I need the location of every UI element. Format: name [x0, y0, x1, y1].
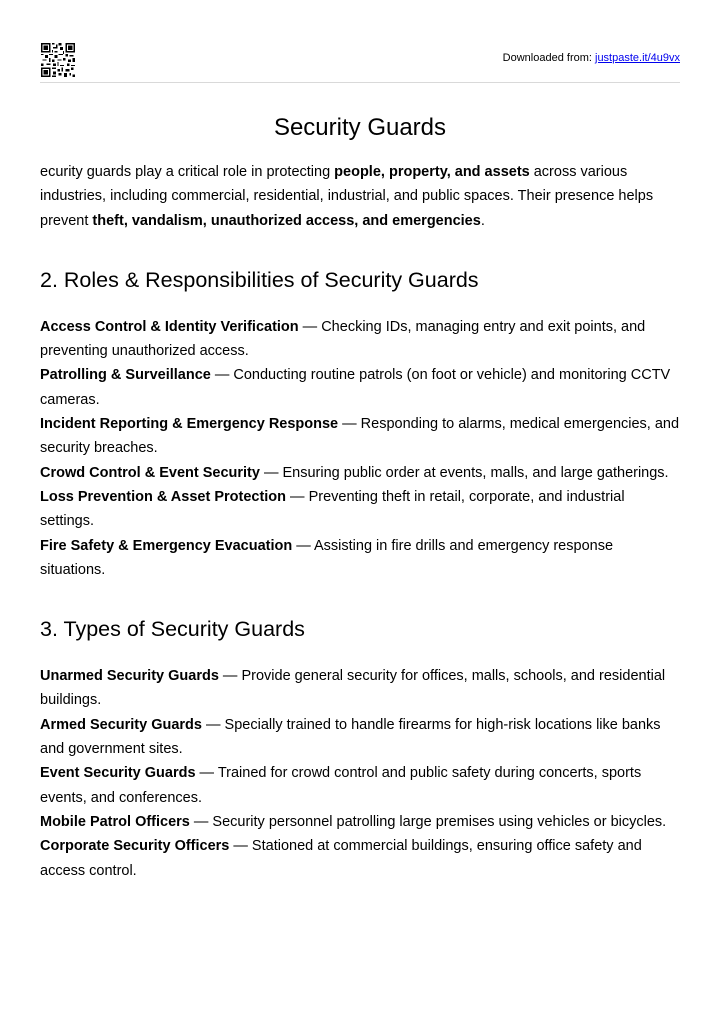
item-desc: — Provide general security for offices, malls, schools, and residential buildings.	[40, 668, 666, 709]
document-title: Security Guards	[273, 114, 447, 141]
list-item	[40, 664, 680, 713]
item-term: Fire Safety & Emergency Evacuation	[40, 537, 293, 554]
item-desc: — Assisting in fire drills and emergency response situations.	[40, 537, 614, 578]
list-item	[40, 315, 680, 364]
item-desc: — Responding to alarms, medical emergencies, and security breaches.	[40, 416, 680, 457]
intro-bold-2: theft, vandalism, unauthorized access, and emergencies	[92, 212, 481, 229]
list-item	[40, 534, 680, 583]
intro-bold-1: people, property, and assets	[334, 164, 530, 180]
list-item	[40, 461, 680, 485]
item-desc: — Checking IDs, managing entry and exit points, and preventing unauthorized access.	[40, 318, 646, 360]
item-desc: — Specially trained to handle firearms for high-risk locations like banks and government sites.	[40, 716, 661, 758]
document-body	[40, 160, 680, 883]
types-heading: 3. Types of Security Guards	[40, 617, 305, 642]
intro-text-2: across various industries, including commercial, residential, industrial, and public spaces. Their presence helps prevent	[40, 164, 654, 229]
list-item	[40, 412, 680, 461]
list-item	[40, 713, 680, 762]
list-item	[40, 363, 680, 412]
item-term: Patrolling & Surveillance	[40, 367, 211, 384]
source-link[interactable]: justpaste.it/4u9vx	[595, 52, 680, 64]
item-term: Crowd Control & Event Security	[40, 464, 260, 481]
item-term: Armed Security Guards	[40, 716, 202, 733]
roles-heading: 2. Roles & Responsibilities of Security Guards	[40, 267, 479, 292]
item-term: Corporate Security Officers	[40, 838, 230, 855]
item-term: Access Control & Identity Verification	[40, 318, 299, 335]
item-desc: — Security personnel patrolling large premises using vehicles or bicycles.	[189, 813, 667, 830]
item-term: Event Security Guards	[40, 765, 196, 782]
list-item	[40, 485, 680, 534]
item-desc: — Preventing theft in retail, corporate, and industrial settings.	[40, 488, 625, 530]
item-desc: — Stationed at commercial buildings, ensuring office safety and access control.	[40, 838, 642, 879]
page-header	[40, 42, 680, 83]
intro-paragraph	[40, 160, 680, 233]
item-term: Loss Prevention & Asset Protection	[40, 488, 287, 505]
list-item	[40, 761, 680, 810]
intro-text-1: ecurity guards play a critical role in protecting	[40, 164, 335, 180]
item-desc: — Trained for crowd control and public safety during concerts, sports events, and conferences.	[40, 765, 642, 806]
intro-text-3: .	[480, 212, 485, 229]
download-source	[503, 52, 680, 64]
item-term: Incident Reporting & Emergency Response	[40, 416, 339, 433]
qr-code-icon	[41, 43, 75, 77]
list-item	[40, 834, 680, 883]
item-term: Unarmed Security Guards	[40, 668, 219, 685]
item-desc: — Ensuring public order at events, malls, and large gatherings.	[259, 464, 669, 481]
list-item	[40, 810, 680, 834]
download-label: Downloaded from:	[502, 52, 595, 64]
item-term: Mobile Patrol Officers	[40, 813, 190, 830]
item-desc: — Conducting routine patrols (on foot or vehicle) and monitoring CCTV cameras.	[40, 367, 671, 408]
